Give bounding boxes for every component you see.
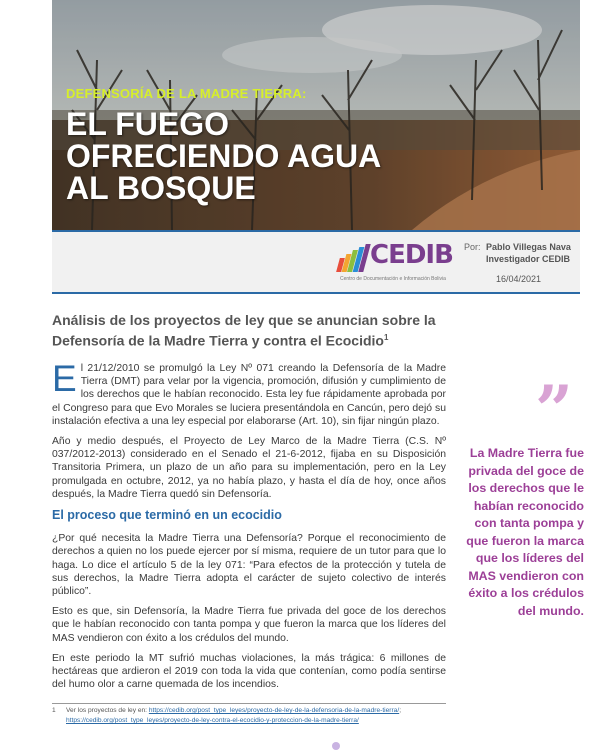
footnote-lead: Ver los proyectos de ley en: xyxy=(66,707,148,714)
subtitle-text: Análisis de los proyectos de ley que se anuncian sobre la Defensoría de la Madre Tierra y contra el Ecocidio xyxy=(52,312,436,349)
paragraph: En este periodo la MT sufrió muchas violaciones, la más trágica: 6 millones de hectáreas que ardieron el 2019 con toda la vida que contenían, como podía sentirse del humo olor a carne quemada de los incendios. xyxy=(52,652,446,691)
paragraph-text: l 21/12/2010 se promulgó la Ley Nº 071 creando la Defensoría de la Madre Tierra (DMT) para velar por la vigencia, promoción, difusión y cumplimiento de los derechos que le habían reconocido. Esta ley fue rápidamente aprobada por el Congreso para que Evo Morales se luciera presentándola en Cancún, pero dejó su instalación efectiva a una ley especial por elaborarse (Art. 10), sin fijar ningún plazo. xyxy=(52,363,446,427)
footnote-link-1[interactable]: https://cedib.org/post_type_leyes/proyecto-de-ley-de-la-defensoria-de-la-madre-tierra/ xyxy=(148,707,400,714)
article-title xyxy=(66,108,381,204)
author-role: Investigador CEDIB xyxy=(486,254,571,264)
title-line: EL FUEGO xyxy=(66,106,229,142)
footnotes xyxy=(52,706,492,726)
title-line: AL BOSQUE xyxy=(66,170,256,206)
paragraph: Año y medio después, el Proyecto de Ley Marco de la Madre Tierra (C.S. Nº 037/2012-2013) considerado en el Senado el 21-6-2012, fijaba en su Disposición Transitoria Primera, un plazo de un año para su implementación, pero en la Ley promulgada en octubre, 2012, ya no había plazo, y hasta el día de hoy, once años después, la Madre Tierra quedó sin Defensoría. xyxy=(52,436,446,500)
hero-banner xyxy=(52,0,580,230)
paragraph: ¿Por qué necesita la Madre Tierra una Defensoría? Porque el reconocimiento de derechos a quien no los puede ejercer por sí misma, requiere de un tutor para que lo haga. Lo dice el artículo 5 de la ley 071: “Para efectos de la protección y tutela de sus derechos, la Madre Tierra adopta el carácter de sujeto colectivo de interés público”. xyxy=(52,533,446,598)
drop-cap: E xyxy=(52,358,77,399)
kicker-label: DEFENSORÍA DE LA MADRE TIERRA: xyxy=(66,86,307,101)
footnote-link-2[interactable]: https://cedib.org/post_type_leyes/proyecto-de-ley-contra-el-ecocidio-y-proteccion-de-la-madre-tierra/ xyxy=(66,717,359,724)
article-body xyxy=(52,358,446,698)
paragraph: Esto es que, sin Defensoría, la Madre Tierra fue privada del goce de los derechos que le habían reconocido con tanta pompa y que fueron la marca que los líderes del MAS vendieron con éxito a los crédulos del mundo. xyxy=(52,606,446,644)
author-name: Pablo Villegas Nava xyxy=(486,242,571,252)
logo-byline-band xyxy=(52,230,580,294)
page-indicator-dot xyxy=(332,742,340,750)
footnote-ref[interactable]: 1 xyxy=(383,333,389,342)
cedib-logo xyxy=(338,240,478,284)
footnote-separator: ; xyxy=(399,707,402,714)
title-line: OFRECIENDO AGUA xyxy=(66,138,382,174)
paragraph xyxy=(52,358,446,428)
logo-wordmark: CEDIB xyxy=(370,240,453,270)
footnote-number: 1 xyxy=(52,707,56,714)
publish-date: 16/04/2021 xyxy=(496,274,542,284)
article-subtitle xyxy=(52,312,442,350)
byline-label: Por: xyxy=(464,242,481,252)
section-heading: El proceso que terminó en un ecocidio xyxy=(52,508,282,523)
logo-bars-icon xyxy=(338,244,368,272)
logo-subtitle: Centro de Documentación e Información Bolivia xyxy=(340,276,446,282)
footnote-divider xyxy=(52,703,446,704)
quote-mark-icon: ” xyxy=(535,371,573,449)
pull-quote: La Madre Tierra fue privada del goce de los derechos que le habían reconocido con tanta pompa y que fueron la marca que los líderes del MAS vendieron con éxito a los crédulos del mundo. xyxy=(466,446,584,618)
footnote-line xyxy=(52,716,492,726)
footnote-line xyxy=(52,706,492,716)
